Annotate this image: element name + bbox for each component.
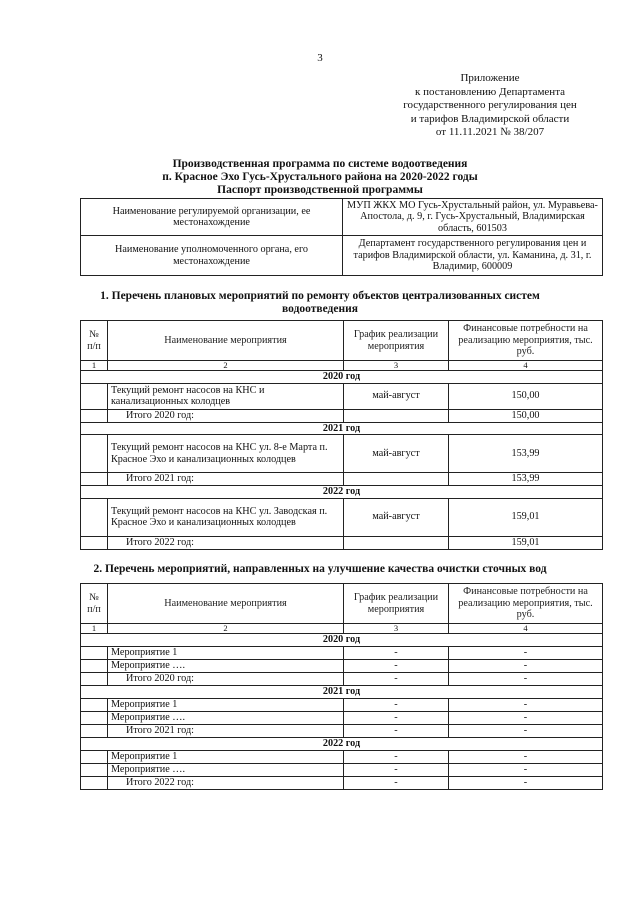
year-row bbox=[81, 738, 603, 751]
year-row bbox=[81, 371, 603, 384]
activity-name: Текущий ремонт насосов на КНС ул. 8-е Марта п. Красное Эхо и канализационных колодцев bbox=[108, 435, 344, 473]
row-num bbox=[81, 536, 108, 549]
total-label: Итого 2021 год: bbox=[108, 725, 344, 738]
total-label: Итого 2021 год: bbox=[108, 473, 344, 486]
activity-amount: 159,01 bbox=[449, 498, 603, 536]
activity-schedule: - bbox=[344, 647, 449, 660]
empty-cell bbox=[344, 473, 449, 486]
empty-cell bbox=[344, 536, 449, 549]
table-row bbox=[81, 199, 603, 236]
activity-schedule: май-август bbox=[344, 383, 449, 409]
table-row bbox=[81, 236, 603, 276]
activity-schedule: - bbox=[344, 764, 449, 777]
total-label: Итого 2022 год: bbox=[108, 777, 344, 790]
row-num bbox=[81, 473, 108, 486]
activity-name: Мероприятие 1 bbox=[108, 751, 344, 764]
activity-name: Мероприятие …. bbox=[108, 660, 344, 673]
section2-title: 2. Перечень мероприятий, направленных на улучшение качества очистки сточных вод bbox=[93, 563, 547, 575]
row-num bbox=[81, 699, 108, 712]
total-amount: - bbox=[449, 725, 603, 738]
col-number: 2 bbox=[108, 361, 344, 371]
row-num bbox=[81, 383, 108, 409]
total-amount: 153,99 bbox=[449, 473, 603, 486]
col-number: 3 bbox=[344, 624, 449, 634]
empty-cell bbox=[344, 409, 449, 422]
col-header-num: № п/п bbox=[81, 321, 108, 361]
row-num bbox=[81, 725, 108, 738]
col-header-finance: Финансовые потребности на реализацию мероприятия, тыс. руб. bbox=[449, 584, 603, 624]
year-row bbox=[81, 422, 603, 435]
section1-table bbox=[80, 320, 603, 550]
row-num bbox=[81, 712, 108, 725]
table-row bbox=[81, 699, 603, 712]
activity-amount: - bbox=[449, 764, 603, 777]
year-row bbox=[81, 634, 603, 647]
table-row bbox=[81, 383, 603, 409]
appendix-line: от 11.11.2021 № 38/207 bbox=[435, 126, 545, 138]
activity-schedule: - bbox=[344, 712, 449, 725]
col-number: 3 bbox=[344, 361, 449, 371]
year-row bbox=[81, 486, 603, 499]
total-amount: - bbox=[449, 673, 603, 686]
table-row bbox=[81, 624, 603, 634]
row-num bbox=[81, 409, 108, 422]
total-amount: 150,00 bbox=[449, 409, 603, 422]
col-number: 4 bbox=[449, 624, 603, 634]
col-number: 2 bbox=[108, 624, 344, 634]
activity-schedule: май-август bbox=[344, 498, 449, 536]
activity-schedule: - bbox=[344, 660, 449, 673]
row-num bbox=[81, 673, 108, 686]
activity-schedule: май-август bbox=[344, 435, 449, 473]
total-schedule: - bbox=[344, 673, 449, 686]
total-row bbox=[81, 409, 603, 422]
section2-table bbox=[80, 583, 603, 790]
total-schedule: - bbox=[344, 777, 449, 790]
col-header-schedule: График реализации мероприятия bbox=[344, 321, 449, 361]
year-label: 2022 год bbox=[81, 486, 603, 499]
passport-value: Департамент государственного регулирования цен и тарифов Владимирской области, ул. Каманина, д. 31, г. Владимир, 600009 bbox=[343, 236, 603, 276]
col-number: 4 bbox=[449, 361, 603, 371]
year-label: 2021 год bbox=[81, 686, 603, 699]
passport-table bbox=[80, 198, 603, 276]
activity-name: Мероприятие 1 bbox=[108, 699, 344, 712]
activity-amount: 153,99 bbox=[449, 435, 603, 473]
col-number: 1 bbox=[81, 361, 108, 371]
total-amount: 159,01 bbox=[449, 536, 603, 549]
appendix-line: к постановлению Департамента bbox=[414, 85, 566, 98]
table-row bbox=[81, 498, 603, 536]
col-header-num: № п/п bbox=[81, 584, 108, 624]
appendix-line: государственного регулирования цен bbox=[403, 99, 577, 111]
total-amount: - bbox=[449, 777, 603, 790]
activity-amount: - bbox=[449, 751, 603, 764]
activity-schedule: - bbox=[344, 699, 449, 712]
row-num bbox=[81, 764, 108, 777]
year-label: 2020 год bbox=[81, 371, 603, 384]
activity-amount: - bbox=[449, 660, 603, 673]
total-row bbox=[81, 777, 603, 790]
appendix-block bbox=[380, 72, 600, 140]
appendix-line: и тарифов Владимирской области bbox=[410, 112, 570, 125]
section1-title: 1. Перечень плановых мероприятий по ремонту объектов централизованных систем водоотведения bbox=[100, 290, 540, 315]
row-num bbox=[81, 751, 108, 764]
title-line: Паспорт производственной программы bbox=[217, 184, 423, 196]
title-line: Производственная программа по системе водоотведения bbox=[172, 158, 468, 170]
col-header-schedule: График реализации мероприятия bbox=[344, 584, 449, 624]
passport-label: Наименование регулируемой организации, ее местонахождение bbox=[81, 199, 343, 236]
activity-amount: - bbox=[449, 699, 603, 712]
title-line: п. Красное Эхо Гусь-Хрустального района на 2020-2022 годы bbox=[162, 171, 478, 183]
table-row bbox=[81, 712, 603, 725]
appendix-line: Приложение bbox=[460, 72, 520, 84]
table-row bbox=[81, 660, 603, 673]
col-number: 1 bbox=[81, 624, 108, 634]
table-header-row bbox=[81, 321, 603, 361]
document-title bbox=[90, 158, 550, 197]
year-row bbox=[81, 686, 603, 699]
activity-amount: - bbox=[449, 647, 603, 660]
total-schedule: - bbox=[344, 725, 449, 738]
table-row bbox=[81, 647, 603, 660]
total-row bbox=[81, 725, 603, 738]
table-row bbox=[81, 435, 603, 473]
passport-value: МУП ЖКХ МО Гусь-Хрустальный район, ул. Муравьева-Апостола, д. 9, г. Гусь-Хрустальный, Владимирская область, 601503 bbox=[343, 199, 603, 236]
row-num bbox=[81, 660, 108, 673]
col-header-finance: Финансовые потребности на реализацию мероприятия, тыс. руб. bbox=[449, 321, 603, 361]
table-header-row bbox=[81, 584, 603, 624]
total-row bbox=[81, 536, 603, 549]
row-num bbox=[81, 435, 108, 473]
activity-name: Текущий ремонт насосов на КНС ул. Заводская п. Красное Эхо и канализационных колодцев bbox=[108, 498, 344, 536]
page-number: 3 bbox=[317, 52, 323, 64]
total-label: Итого 2020 год: bbox=[108, 673, 344, 686]
row-num bbox=[81, 647, 108, 660]
total-label: Итого 2022 год: bbox=[108, 536, 344, 549]
activity-name: Мероприятие …. bbox=[108, 712, 344, 725]
year-label: 2021 год bbox=[81, 422, 603, 435]
row-num bbox=[81, 498, 108, 536]
row-num bbox=[81, 777, 108, 790]
activity-name: Текущий ремонт насосов на КНС и канализационных колодцев bbox=[108, 383, 344, 409]
passport-label: Наименование уполномоченного органа, его местонахождение bbox=[81, 236, 343, 276]
total-row bbox=[81, 673, 603, 686]
table-row bbox=[81, 361, 603, 371]
activity-name: Мероприятие …. bbox=[108, 764, 344, 777]
activity-schedule: - bbox=[344, 751, 449, 764]
col-header-name: Наименование мероприятия bbox=[108, 584, 344, 624]
activity-name: Мероприятие 1 bbox=[108, 647, 344, 660]
year-label: 2022 год bbox=[81, 738, 603, 751]
total-row bbox=[81, 473, 603, 486]
year-label: 2020 год bbox=[81, 634, 603, 647]
activity-amount: - bbox=[449, 712, 603, 725]
total-label: Итого 2020 год: bbox=[108, 409, 344, 422]
activity-amount: 150,00 bbox=[449, 383, 603, 409]
table-row bbox=[81, 764, 603, 777]
col-header-name: Наименование мероприятия bbox=[108, 321, 344, 361]
table-row bbox=[81, 751, 603, 764]
